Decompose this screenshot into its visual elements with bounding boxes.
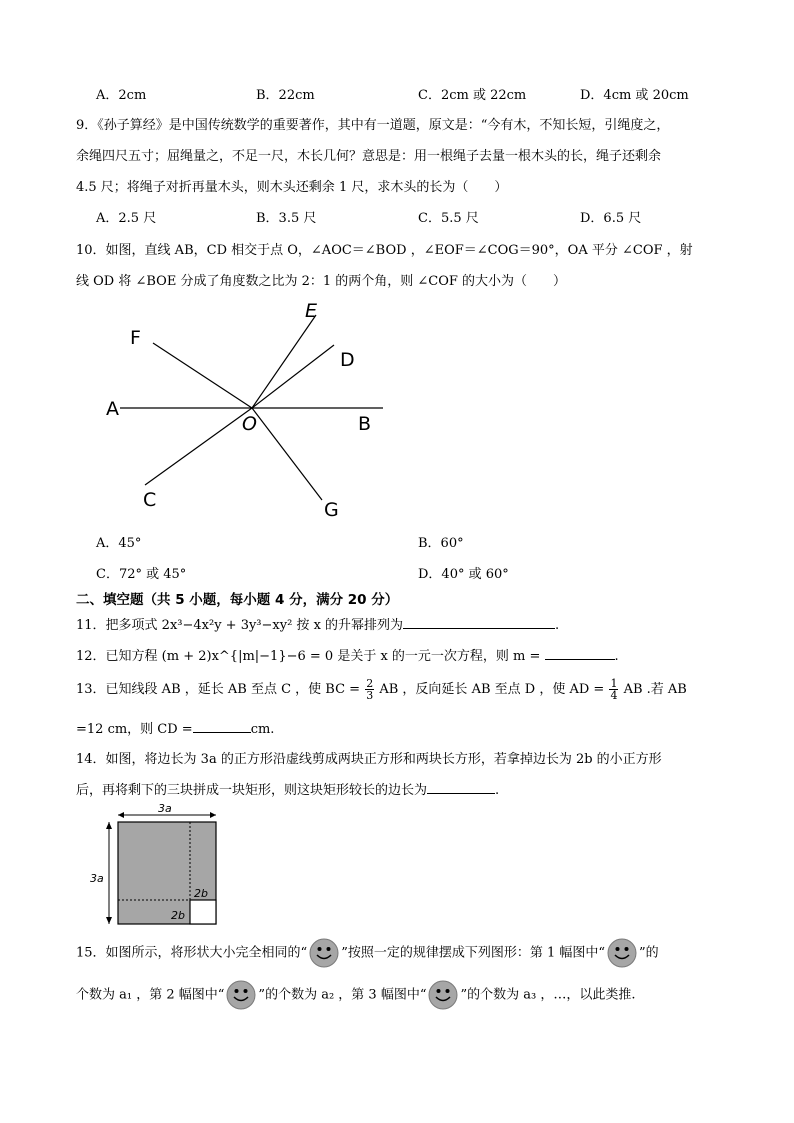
square-figure bbox=[88, 802, 228, 927]
q13-answer-blank[interactable] bbox=[193, 720, 251, 733]
ray-of bbox=[153, 343, 252, 408]
q8-option-d: D．4cm 或 20cm bbox=[580, 88, 689, 103]
q13-part-2: AB ，反向延长 AB 至点 D ，使 AD = bbox=[379, 682, 605, 697]
q10-option-c: C．72° 或 45° bbox=[96, 567, 187, 582]
q15-line-2 bbox=[76, 980, 636, 1010]
q9-option-d: D．6.5 尺 bbox=[580, 211, 642, 226]
label-f: F bbox=[130, 327, 141, 349]
left-arrow-bottom bbox=[106, 917, 112, 924]
label-g: G bbox=[324, 499, 339, 521]
q10-line-2: 线 OD 将 ∠BOE 分成了角度数之比为 2：1 的两个角，则 ∠COF 的大小为（ ） bbox=[76, 274, 567, 289]
q10-line-1: 10．如图，直线 AB，CD 相交于点 O，∠AOC＝∠BOD ，∠EOF＝∠COG＝90°，OA 平分 ∠COF ，射 bbox=[76, 243, 693, 258]
label-inner-2b-bottom: 2b bbox=[171, 909, 185, 922]
label-c: C bbox=[143, 489, 157, 511]
left-arrow-top bbox=[106, 822, 112, 829]
q15-part-1: 15．如图所示，将形状大小完全相同的“ bbox=[76, 945, 308, 961]
fraction-one-quarter: $\frac{1}{4}$ bbox=[610, 677, 618, 702]
q13-unit: cm. bbox=[250, 722, 275, 737]
section-title: 二、填空题（共 5 小题，每小题 4 分，满分 20 分） bbox=[76, 592, 399, 608]
q14-answer-blank[interactable] bbox=[427, 781, 495, 794]
q13-part-1: 13．已知线段 AB ，延长 AB 至点 C ，使 BC = bbox=[76, 682, 361, 697]
smiley-icon bbox=[226, 980, 256, 1010]
label-d: D bbox=[340, 349, 355, 371]
q13-line-2 bbox=[76, 718, 274, 737]
smiley-icon bbox=[428, 980, 458, 1010]
q12-answer-blank[interactable] bbox=[545, 647, 615, 660]
q10-option-a: A．45° bbox=[96, 536, 142, 551]
q14-end: . bbox=[495, 783, 500, 798]
top-arrow-left bbox=[118, 812, 124, 818]
angle-figure bbox=[90, 295, 410, 525]
q15-part-5: ”的个数为 a₂ ，第 3 幅图中“ bbox=[258, 987, 427, 1003]
q11-answer-blank[interactable] bbox=[403, 616, 555, 629]
label-o: O bbox=[242, 413, 257, 435]
q15-part-3: ”的 bbox=[639, 945, 659, 961]
q10-option-b: B．60° bbox=[418, 536, 464, 551]
q9-line-1: 9．《孙子算经》是中国传统数学的重要著作，其中有一道题，原文是：“今有木，不知长短，引绳度之， bbox=[76, 118, 670, 133]
label-top-3a: 3a bbox=[158, 802, 172, 815]
fraction-two-thirds: $\frac{2}{3}$ bbox=[366, 677, 374, 702]
q15-part-4: 个数为 a₁ ，第 2 幅图中“ bbox=[76, 987, 225, 1003]
q13-line-1 bbox=[76, 678, 687, 701]
q9-option-c: C．5.5 尺 bbox=[418, 211, 479, 226]
q8-option-a: A．2cm bbox=[96, 88, 147, 103]
q13-part-3: AB .若 AB bbox=[623, 682, 687, 697]
q15-part-2: ”按照一定的规律摆成下列图形：第 1 幅图中“ bbox=[341, 945, 606, 961]
q11-text: 11．把多项式 2x³−4x²y + 3y³−xy² 按 x 的升幂排列为 bbox=[76, 618, 404, 633]
q14-line-2 bbox=[76, 779, 499, 798]
small-square-2b bbox=[190, 900, 216, 924]
q12-end: . bbox=[614, 649, 619, 664]
top-arrow-right bbox=[210, 812, 216, 818]
q12 bbox=[76, 645, 619, 664]
ray-od bbox=[252, 345, 334, 408]
q14-line-1: 14．如图，将边长为 3a 的正方形沿虚线剪成两块正方形和两块长方形，若拿掉边长为 2b 的小正方形 bbox=[76, 752, 662, 767]
q15-part-6: ”的个数为 a₃ ，…，以此类推. bbox=[460, 987, 636, 1003]
smiley-icon bbox=[607, 938, 637, 968]
q13-line-2-text: =12 cm，则 CD = bbox=[76, 722, 193, 737]
q9-line-3: 4.5 尺；将绳子对折再量木头，则木头还剩余 1 尺，求木头的长为（ ） bbox=[76, 180, 508, 195]
q10-option-d: D．40° 或 60° bbox=[418, 567, 509, 582]
label-inner-2b-right: 2b bbox=[194, 887, 208, 900]
q9-option-a: A．2.5 尺 bbox=[96, 211, 157, 226]
q8-option-b: B．22cm bbox=[256, 88, 315, 103]
label-left-3a: 3a bbox=[90, 872, 104, 885]
q14-line-2-text: 后，再将剩下的三块拼成一块矩形，则这块矩形较长的边长为 bbox=[76, 783, 428, 798]
q8-option-c: C．2cm 或 22cm bbox=[418, 88, 527, 103]
q12-text: 12．已知方程 (m + 2)x^{|m|−1}−6 = 0 是关于 x 的一元一次方程，则 m = bbox=[76, 649, 541, 664]
ray-oc bbox=[145, 408, 252, 485]
q9-line-2: 余绳四尺五寸；屈绳量之，不足一尺，木长几何？意思是：用一根绳子去量一根木头的长，绳子还剩余 bbox=[76, 149, 662, 164]
q11-end: . bbox=[555, 618, 560, 633]
ray-og bbox=[252, 408, 322, 500]
label-a: A bbox=[106, 398, 119, 420]
smiley-icon bbox=[309, 938, 339, 968]
ray-oe bbox=[252, 315, 316, 408]
label-b: B bbox=[358, 413, 372, 435]
q15-line-1 bbox=[76, 938, 659, 968]
label-e: E bbox=[305, 300, 318, 322]
q9-option-b: B．3.5 尺 bbox=[256, 211, 317, 226]
q11 bbox=[76, 614, 559, 633]
